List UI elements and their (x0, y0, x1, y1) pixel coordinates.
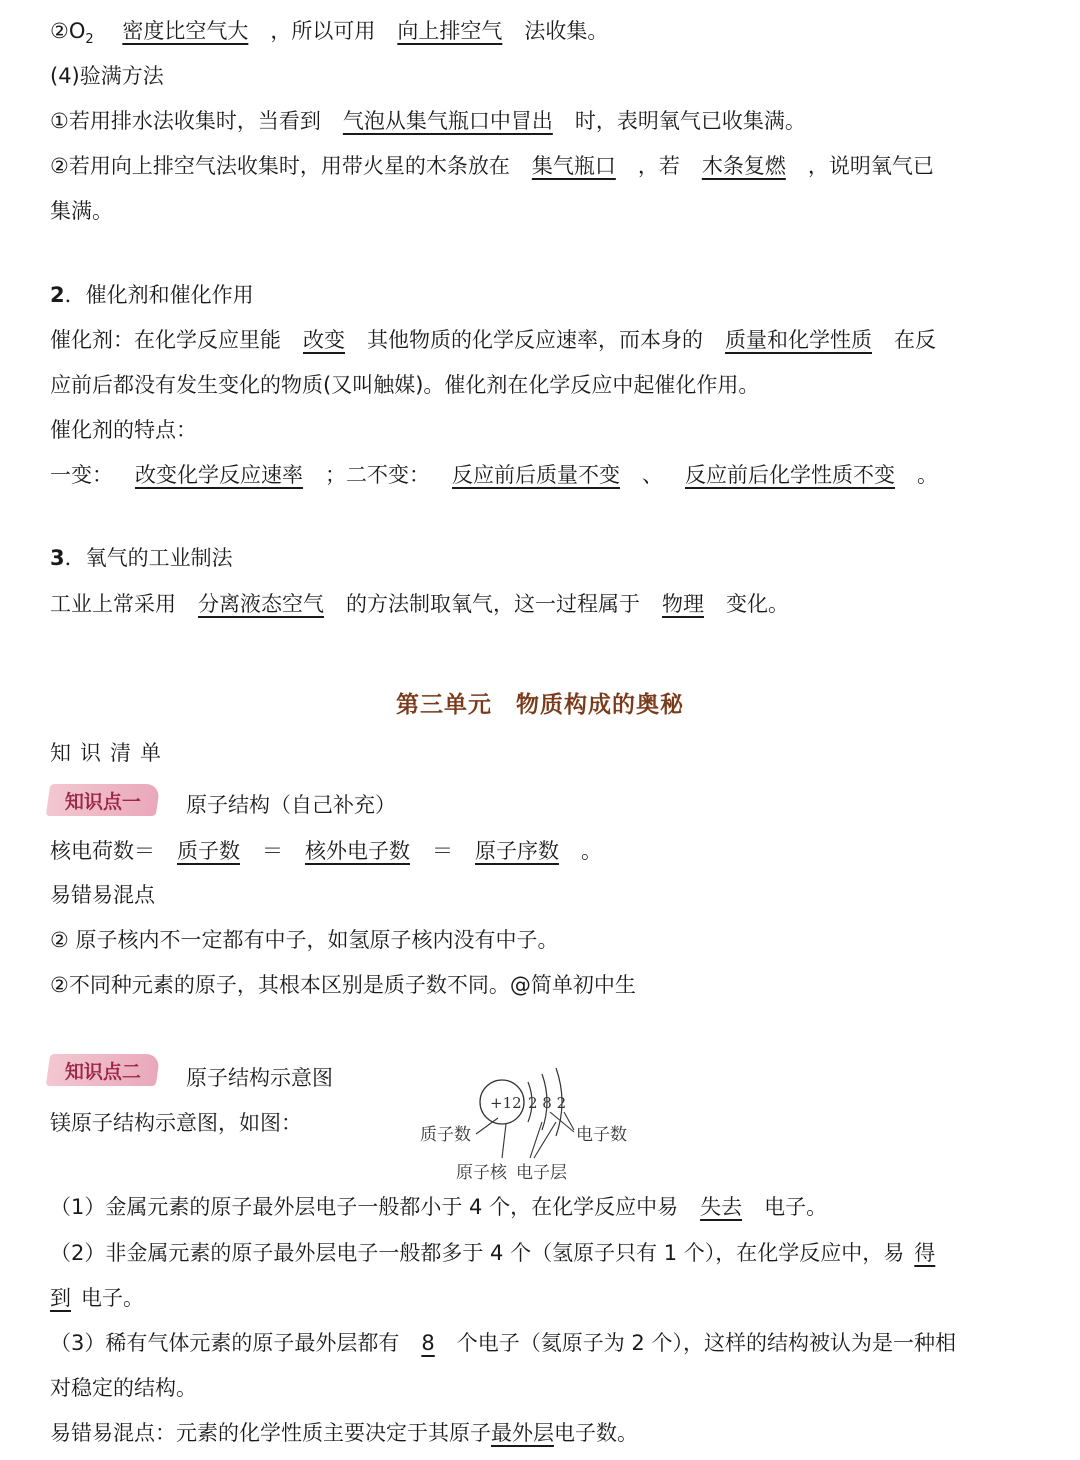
layer-arrow-1 (530, 1122, 542, 1158)
blank-density: 密度比空气大 (122, 19, 249, 43)
blank-electrons: 核外电子数 (305, 839, 410, 863)
kp1-label: 原子结构（自己补充） (186, 793, 396, 817)
catalyst-definition-cont: 应前后都没有发生变化的物质(又叫触媒)。催化剂在化学反应中起催化作用。 (50, 373, 760, 397)
blank-bottle-mouth: 集气瓶口 (531, 154, 616, 178)
nucleus-arrow (502, 1124, 506, 1158)
point-2-cont: 到 电子。 (50, 1286, 144, 1310)
mg-atom-diagram (410, 1060, 650, 1190)
o2-collection-line: $②O_2$ 密度比空气大 ，所以可用 向上排空气 法收集。 (50, 19, 609, 48)
electron-label: 电子数 (576, 1125, 627, 1145)
proton-arrow (476, 1118, 498, 1134)
check-full-title: (4)验满方法 (50, 64, 164, 88)
electron-arrow-1 (550, 1112, 574, 1132)
nuclear-charge-equation: 核电荷数＝ 质子数 ＝ 核外电子数 ＝ 原子序数 。 (50, 839, 602, 863)
blank-protons: 质子数 (177, 839, 240, 863)
kp1-badge: 知识点一 (46, 784, 160, 816)
blank-rate: 改变化学反应速率 (135, 463, 303, 487)
point-3-cont: 对稳定的结构。 (50, 1376, 197, 1400)
point-3: （3）稀有气体元素的原子最外层都有 8 个电子（氦原子为 2 个），这样的结构被认为是一种相 (50, 1331, 956, 1355)
industrial-line: 工业上常采用 分离液态空气 的方法制取氧气，这一过程属于 物理 变化。 (50, 592, 789, 616)
catalyst-title: 2．催化剂和催化作用 (50, 283, 254, 307)
blank-liquid-air: 分离液态空气 (198, 592, 324, 616)
point-1: （1）金属元素的原子最外层电子一般都小于 4 个，在化学反应中易 失去 电子。 (50, 1195, 828, 1219)
mg-caption: 镁原子结构示意图，如图： (50, 1111, 302, 1135)
blank-eight: 8 (421, 1331, 435, 1355)
blank-chem-unchanged: 反应前后化学性质不变 (685, 463, 895, 487)
layer-label: 电子层 (516, 1163, 567, 1183)
blank-lose: 失去 (700, 1195, 743, 1219)
industrial-title: 3．氧气的工业制法 (50, 546, 233, 570)
nucleus-charge: +12 (490, 1094, 522, 1112)
kp2-badge: 知识点二 (46, 1054, 160, 1086)
blank-mass-unchanged: 反应前后质量不变 (452, 463, 620, 487)
blank-atomic-number: 原子序数 (475, 839, 559, 863)
blank-gain-b: 到 (50, 1286, 71, 1310)
proton-label: 质子数 (420, 1125, 471, 1145)
check-full-item-2-cont: 集满。 (50, 199, 113, 223)
check-full-item-1: ①若用排水法收集时，当看到 气泡从集气瓶口中冒出 时，表明氧气已收集满。 (50, 109, 806, 133)
final-confuse: 易错易混点：元素的化学性质主要决定于其原子最外层电子数。 (50, 1421, 638, 1445)
catalyst-features: 一变： 改变化学反应速率 ；二不变： 反应前后质量不变 、 反应前后化学性质不变 。 (50, 463, 938, 487)
kp2-label: 原子结构示意图 (186, 1066, 333, 1090)
confuse-item-1: ② 原子核内不一定都有中子，如氢原子核内没有中子。 (50, 928, 559, 952)
blank-upward-air: 向上排空气 (397, 19, 503, 43)
blank-outermost: 最外层 (491, 1421, 554, 1445)
shell-electrons: 2 8 2 (528, 1094, 567, 1112)
blank-change: 改变 (303, 328, 345, 352)
unit-title: 第三单元 物质构成的奥秘 (396, 692, 684, 718)
check-full-item-2: ②若用向上排空气法收集时，用带火星的木条放在 集气瓶口 ，若 木条复燃 ，说明氧气已 (50, 154, 934, 178)
blank-rekindle: 木条复燃 (701, 154, 786, 178)
layer-arrow-2 (534, 1122, 556, 1158)
catalyst-definition: 催化剂：在化学反应里能 改变 其他物质的化学反应速率，而本身的 质量和化学性质 在反 (50, 328, 936, 352)
confuse-item-2: ②不同种元素的原子，其根本区别是质子数不同。@简单初中生 (50, 973, 636, 997)
blank-mass-chem: 质量和化学性质 (725, 328, 872, 352)
point-2: （2）非金属元素的原子最外层电子一般都多于 4 个（氢原子只有 1 个），在化学反应中，易 得 (50, 1238, 1040, 1268)
knowledge-list-title: 知识清单 (50, 741, 170, 765)
blank-gain-a: 得 (914, 1241, 936, 1265)
confuse-title: 易错易混点 (50, 883, 155, 907)
catalyst-features-title: 催化剂的特点： (50, 418, 197, 442)
nucleus-label: 原子核 (456, 1163, 507, 1183)
blank-physical: 物理 (662, 592, 704, 616)
blank-bubbles: 气泡从集气瓶口中冒出 (342, 109, 553, 133)
